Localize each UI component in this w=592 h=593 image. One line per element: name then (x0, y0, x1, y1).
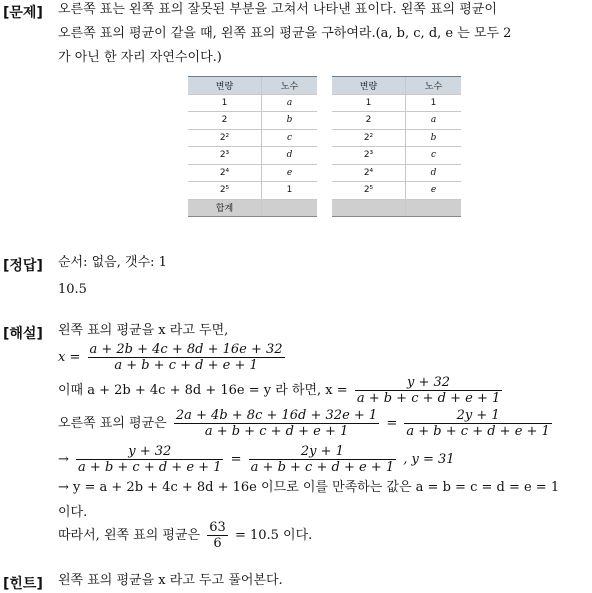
table-cell: 2⁵ (188, 182, 262, 200)
line-text: 오른쪽 표의 평균은 (58, 416, 167, 431)
table-cell: 2⁵ (332, 182, 406, 200)
hint-tag: [힌트] (3, 576, 43, 592)
table-cell: 2³ (188, 147, 262, 165)
table-cell: 2 (332, 112, 406, 130)
table-cell: 1 (332, 94, 406, 112)
answer-value: 10.5 (58, 282, 87, 297)
fraction-denominator: a + b + c + d + e + 1 (406, 424, 550, 439)
equals-sign: = (230, 452, 242, 467)
table-row (332, 182, 461, 200)
solution-equation-1 (58, 342, 288, 373)
equals-sign: = (386, 416, 398, 431)
fraction-denominator: a + b + c + d + e + 1 (114, 358, 258, 373)
fraction-numerator: 2y + 1 (404, 408, 551, 424)
problem-line-2: 오른쪽 표의 평균이 같을 때, 왼쪽 표의 평균을 구하여라.(a, b, c, d, e 는 모두 2 (58, 26, 512, 41)
line-text: 따라서, 왼쪽 표의 평균은 (58, 528, 201, 543)
fraction-numerator: y + 32 (355, 375, 502, 391)
table-cell: b (406, 129, 462, 147)
fraction-numerator: a + 2b + 4c + 8d + 16e + 32 (89, 342, 283, 357)
table-row (332, 147, 461, 165)
fraction-denominator: a + b + c + d + e + 1 (78, 460, 222, 475)
fraction (174, 408, 379, 439)
table-cell: a (262, 94, 318, 112)
table-cell: a (406, 112, 462, 130)
total-value (406, 199, 462, 217)
table-cell: d (262, 147, 318, 165)
table-cell: 2⁴ (332, 164, 406, 182)
table-cell: 2² (188, 129, 262, 147)
table-cell: 1 (188, 94, 262, 112)
table-cell: 1 (406, 94, 462, 112)
total-label (332, 199, 406, 217)
table-cell: c (262, 129, 318, 147)
left-header-variable: 변량 (188, 77, 262, 95)
problem-line-3: 가 아닌 한 자리 자연수이다.) (58, 50, 222, 65)
table-cell: b (262, 112, 318, 130)
fraction-numerator: 63 (209, 520, 226, 535)
table-cell: 2³ (332, 147, 406, 165)
right-table (332, 76, 461, 217)
table-row (188, 94, 317, 112)
table-row (188, 147, 317, 165)
table-cell: 2² (332, 129, 406, 147)
table-cell: e (406, 182, 462, 200)
fraction-numerator: 2y + 1 (249, 444, 396, 460)
left-header-frequency: 노수 (262, 77, 318, 95)
fraction (404, 408, 551, 439)
total-row (188, 199, 317, 217)
line-text: 이때 a + 2b + 4c + 8d + 16e = y 라 하면, x = (58, 383, 348, 398)
table-cell: 1 (262, 182, 318, 200)
table-row (332, 112, 461, 130)
line-tail: = 10.5 이다. (234, 528, 313, 543)
table-row (188, 182, 317, 200)
fraction-denominator: a + b + c + d + e + 1 (204, 424, 349, 439)
answer-tag: [정답] (3, 258, 43, 274)
fraction-numerator: y + 32 (76, 444, 223, 460)
solution-line-3 (58, 375, 505, 406)
table-row (188, 164, 317, 182)
right-header-frequency: 노수 (406, 77, 462, 95)
fraction (207, 520, 228, 551)
solution-line-8 (58, 520, 312, 551)
table-cell: c (406, 147, 462, 165)
left-table (188, 76, 317, 217)
fraction (88, 342, 285, 373)
total-value (262, 199, 318, 217)
table-cell: 2⁴ (188, 164, 262, 182)
fraction-denominator: 6 (213, 536, 222, 551)
problem-line-1: 오른쪽 표는 왼쪽 표의 잘못된 부분을 고쳐서 나타낸 표이다. 왼쪽 표의 평균이 (58, 2, 497, 17)
arrow-icon: → (58, 452, 69, 467)
total-row (332, 199, 461, 217)
solution-line-7: 이다. (58, 505, 88, 520)
table-row (188, 129, 317, 147)
problem-tag: [문제] (3, 5, 43, 21)
solution-line-1: 왼쪽 표의 평균을 x 라고 두면, (58, 323, 229, 338)
table-row (332, 164, 461, 182)
fraction (249, 444, 396, 475)
table-row (332, 94, 461, 112)
total-label: 합계 (188, 199, 262, 217)
equation-lhs: x = (58, 350, 81, 365)
table-row (332, 129, 461, 147)
solution-tag: [해설] (3, 326, 43, 342)
fraction (76, 444, 223, 475)
fraction-denominator: a + b + c + d + e + 1 (250, 460, 395, 475)
table-cell: 2 (188, 112, 262, 130)
solution-line-5 (58, 444, 455, 475)
hint-text: 왼쪽 표의 평균을 x 라고 두고 풀어본다. (58, 573, 283, 588)
fraction-numerator: 2a + 4b + 8c + 16d + 32e + 1 (175, 408, 378, 423)
right-header-variable: 변량 (332, 77, 406, 95)
solution-line-6: → y = a + 2b + 4c + 8d + 16e 이므로 이를 만족하는 값은 a = b = c = d = e = 1 (58, 480, 560, 495)
line-tail: , y = 31 (403, 452, 455, 467)
table-cell: e (262, 164, 318, 182)
table-cell: d (406, 164, 462, 182)
fraction (355, 375, 502, 406)
table-row (188, 112, 317, 130)
fraction-denominator: a + b + c + d + e + 1 (356, 391, 501, 406)
answer-line-1: 순서: 없음, 갯수: 1 (58, 255, 167, 270)
solution-line-4 (58, 408, 555, 439)
